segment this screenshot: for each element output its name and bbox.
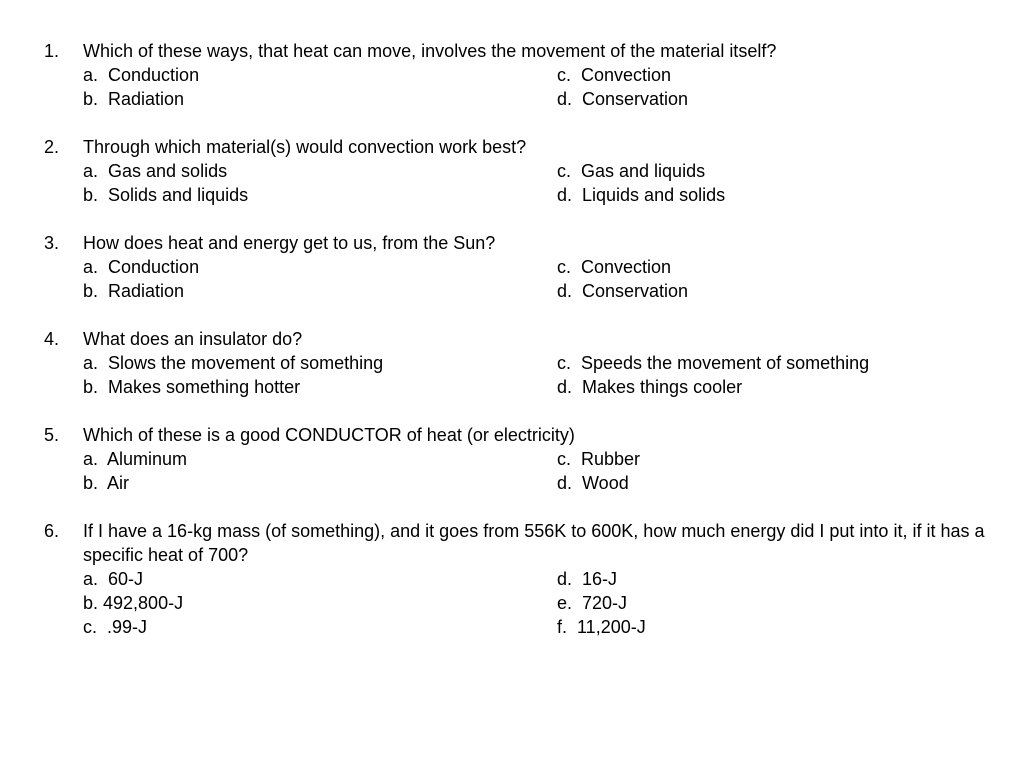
- answer-option: c. Convection: [557, 257, 672, 277]
- answer-option: f. 11,200-J: [557, 617, 646, 637]
- question-text: If I have a 16-kg mass (of something), and it goes from 556K to 600K, how much energy did I put into it, if it has a specific heat of 700?: [83, 521, 985, 565]
- answer-option: b. 492,800-J: [83, 593, 184, 613]
- answer-option: d. Liquids and solids: [557, 185, 726, 205]
- answer-option: c. Gas and liquids: [557, 161, 706, 181]
- question-number: 1.: [44, 41, 60, 61]
- question-text: Through which material(s) would convection work best?: [83, 137, 527, 157]
- answer-row: [83, 183, 1004, 207]
- answer-option: d. Wood: [557, 473, 629, 493]
- question-number: 5.: [44, 425, 60, 445]
- question-number: 3.: [44, 233, 60, 253]
- answer-option: b. Radiation: [83, 281, 185, 301]
- answer-options: [83, 159, 1004, 207]
- answer-option: d. Conservation: [557, 281, 689, 301]
- answer-option: a. Conduction: [83, 65, 200, 85]
- question-number: 6.: [44, 521, 60, 541]
- question-stem: [44, 135, 1004, 159]
- question-stem: [44, 231, 1004, 255]
- answer-row: [83, 63, 1004, 87]
- answer-option: c. Rubber: [557, 449, 641, 469]
- answer-row: [83, 615, 1004, 639]
- answer-option: a. Aluminum: [83, 449, 188, 469]
- question-6: [44, 519, 1004, 639]
- answer-options: [83, 255, 1004, 303]
- answer-row: [83, 87, 1004, 111]
- answer-row: [83, 447, 1004, 471]
- question-text: Which of these ways, that heat can move, involves the movement of the material itself?: [83, 41, 777, 61]
- question-stem: [44, 423, 1004, 447]
- question-number: 4.: [44, 329, 60, 349]
- answer-option: b. Air: [83, 473, 130, 493]
- answer-option: b. Makes something hotter: [83, 377, 301, 397]
- answer-row: [83, 159, 1004, 183]
- answer-option: a. Slows the movement of something: [83, 353, 384, 373]
- question-5: [44, 423, 1004, 495]
- answer-option: e. 720-J: [557, 593, 628, 613]
- quiz-sheet: [44, 39, 1004, 663]
- answer-options: [83, 567, 1004, 639]
- answer-option: b. Solids and liquids: [83, 185, 249, 205]
- answer-row: [83, 567, 1004, 591]
- answer-options: [83, 351, 1004, 399]
- answer-option: c. .99-J: [83, 617, 148, 637]
- answer-row: [83, 471, 1004, 495]
- answer-row: [83, 375, 1004, 399]
- answer-option: b. Radiation: [83, 89, 185, 109]
- question-2: [44, 135, 1004, 207]
- answer-row: [83, 351, 1004, 375]
- answer-option: d. Conservation: [557, 89, 689, 109]
- question-stem: [44, 39, 1004, 63]
- answer-options: [83, 63, 1004, 111]
- answer-option: a. Gas and solids: [83, 161, 228, 181]
- answer-row: [83, 255, 1004, 279]
- answer-option: d. 16-J: [557, 569, 618, 589]
- question-stem: [44, 327, 1004, 351]
- question-3: [44, 231, 1004, 303]
- answer-row: [83, 279, 1004, 303]
- question-stem: [44, 519, 1004, 567]
- answer-options: [83, 447, 1004, 495]
- question-number: 2.: [44, 137, 60, 157]
- question-4: [44, 327, 1004, 399]
- question-1: [44, 39, 1004, 111]
- question-text: How does heat and energy get to us, from the Sun?: [83, 233, 496, 253]
- answer-option: a. 60-J: [83, 569, 144, 589]
- answer-option: a. Conduction: [83, 257, 200, 277]
- question-text: What does an insulator do?: [83, 329, 303, 349]
- question-text: Which of these is a good CONDUCTOR of heat (or electricity): [83, 425, 575, 445]
- answer-option: c. Speeds the movement of something: [557, 353, 870, 373]
- answer-option: d. Makes things cooler: [557, 377, 743, 397]
- answer-row: [83, 591, 1004, 615]
- answer-option: c. Convection: [557, 65, 672, 85]
